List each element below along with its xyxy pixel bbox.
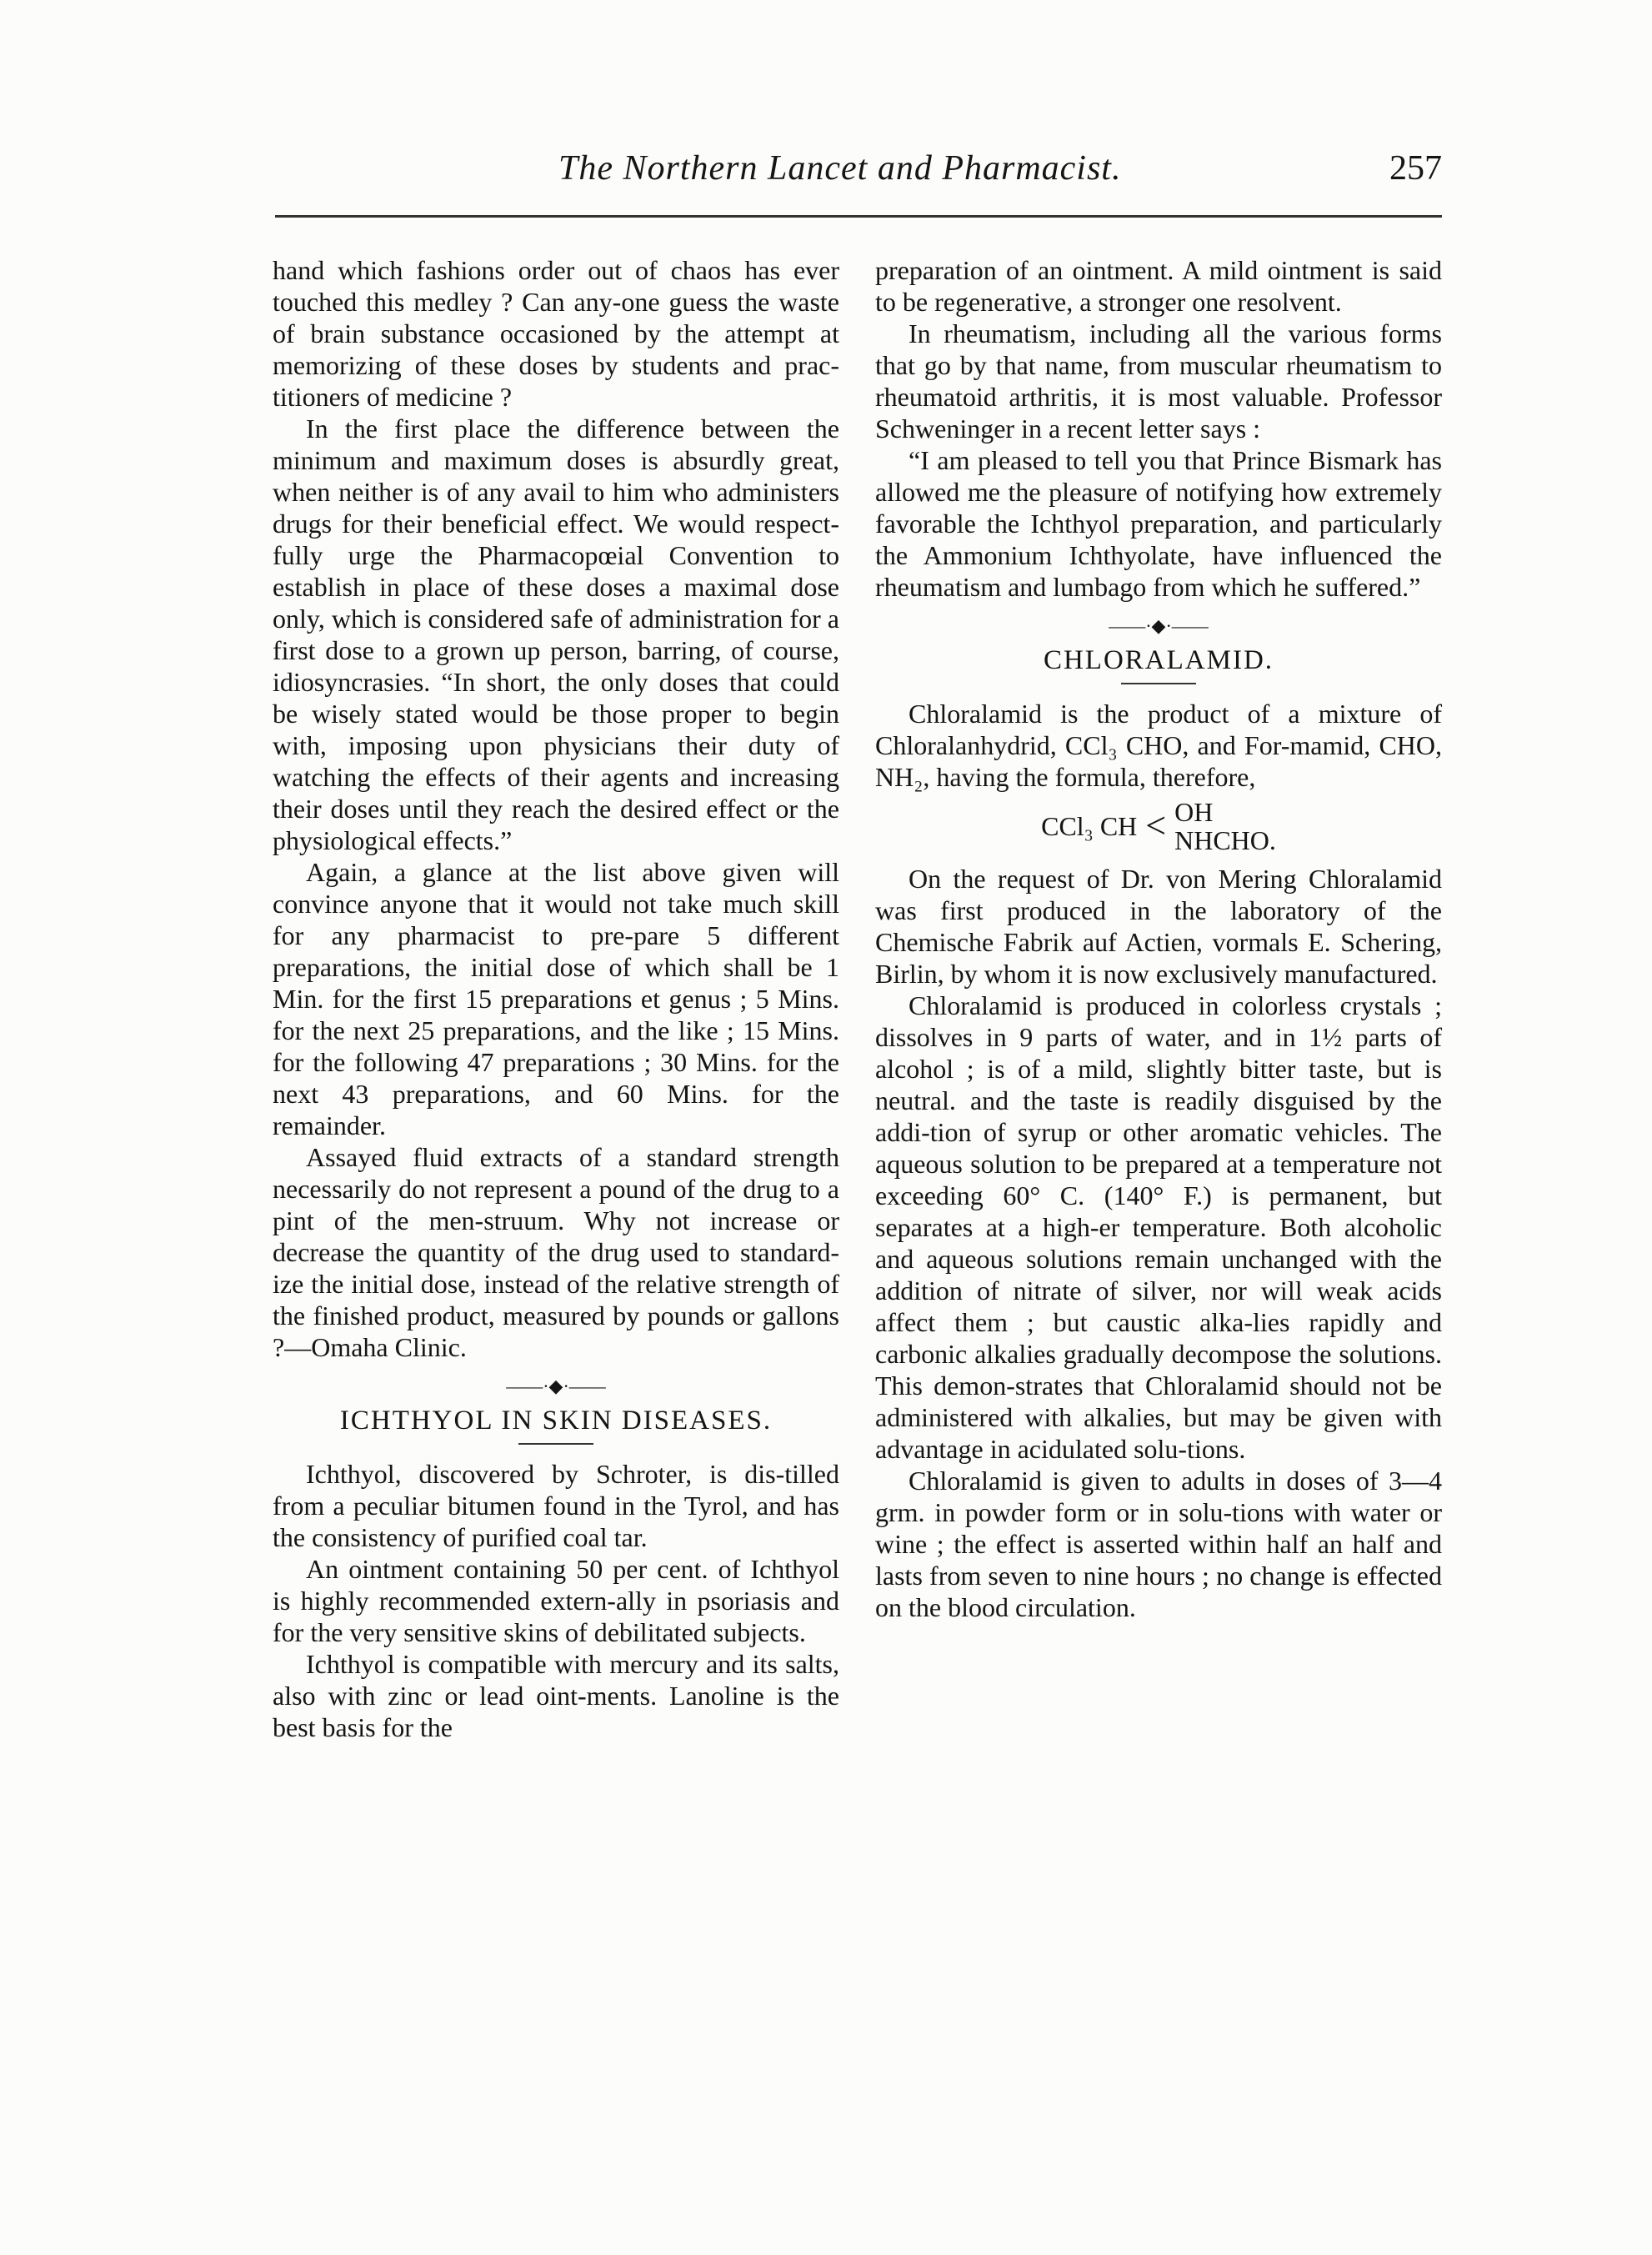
- formula-stack: [1174, 798, 1276, 854]
- paragraph: Chloralamid is given to adults in doses of 3—4 grm. in powder form or in solu-tions with water or wine ; the effect is asserted within half an half and lasts from seven to nine hours ; no change is effected on the blood circulation.: [875, 1466, 1442, 1622]
- running-header: [275, 148, 1442, 198]
- formula-left: CCl₃ CH: [1041, 811, 1138, 841]
- header-rule: [275, 215, 1442, 218]
- right-column: [875, 254, 1442, 1623]
- section-heading-ichthyol: ICHTHYOL IN SKIN DISEASES.: [339, 1406, 773, 1436]
- formula-top: OH: [1174, 797, 1214, 827]
- section-heading-chloralamid: CHLORALAMID.: [1043, 645, 1274, 675]
- paragraph: An ointment containing 50 per cent. of Ichthyol is highly recommended extern-ally in psoriasis and for the very sensitive skins of debilitated subjects.: [273, 1554, 839, 1647]
- running-title: The Northern Lancet and Pharmacist.: [558, 149, 1122, 188]
- paragraph: Assayed fluid extracts of a standard strength necessarily do not represent a pound of the drug to a pint of the men-struum. Why not increase or decrease the quantity of the drug used to standard-ize the initial dose, instead of the relative strength of the finished product, measured by pounds or gallons ?—Omaha Clinic.: [273, 1142, 839, 1362]
- section-divider: ——·◆·——: [506, 1376, 606, 1396]
- paragraph: hand which fashions order out of chaos has ever touched this medley ? Can any-one guess the waste of brain substance occasioned by the attempt at memorizing of these doses by students and prac-titioners of medicine ?: [273, 255, 839, 412]
- paragraph: preparation of an ointment. A mild ointment is said to be regenerative, a stronger one resolvent.: [875, 255, 1442, 317]
- chemical-formula: [875, 798, 1442, 854]
- left-column: [273, 254, 839, 1743]
- quotation: “I am pleased to tell you that Prince Bismark has allowed me the pleasure of notifying how extremely favorable the Ichthyol preparation, and particularly the Ammonium Ichthyolate, have influenced the rheumatism and lumbago from which he suffered.”: [875, 445, 1442, 602]
- paragraph: Chloralamid is produced in colorless crystals ; dissolves in 9 parts of water, and in 1½ parts of alcohol ; is of a mild, slightly bitter taste, but is neutral. and the taste is readily disguised by the addi-tion of syrup or other aromatic vehicles. The aqueous solution to be prepared at a temperature not exceeding 60° C. (140° F.) is permanent, but separates at a high-er temperature. Both alcoholic and aqueous solutions remain unchanged with the addition of nitrate of silver, nor will weak acids affect them ; but caustic alka-lies rapidly and carbonic alkalies gradually decompose the solutions. This demon-strates that Chloralamid should not be administered with alkalies, but may be given with advantage in acidulated solu-tions.: [875, 990, 1442, 1464]
- formula-bottom: NHCHO.: [1174, 825, 1276, 855]
- paragraph: Again, a glance at the list above given will convince anyone that it would not take much skill for any pharmacist to pre-pare 5 different preparations, the initial dose of which shall be 1 Min. for the first 15 preparations et genus ; 5 Mins. for the next 25 preparations, and the like ; 15 Mins. for the following 47 preparations ; 30 Mins. for the next 43 preparations, and 60 Mins. for the remainder.: [273, 857, 839, 1140]
- paragraph: Ichthyol is compatible with mercury and its salts, also with zinc or lead oint-ments. Lanoline is the best basis for the: [273, 1649, 839, 1742]
- paragraph: Ichthyol, discovered by Schroter, is dis-tilled from a peculiar bitumen found in the Tyrol, and has the consistency of purified coal tar.: [273, 1459, 839, 1552]
- heading-rule: [518, 1443, 593, 1445]
- page-number: 257: [1389, 149, 1442, 188]
- section-divider: ——·◆·——: [1109, 615, 1209, 636]
- paragraph: Chloralamid is the product of a mixture of Chloralanhydrid, CCl₃ CHO, and For-mamid, CHO, NH₂, having the formula, therefore,: [875, 699, 1442, 792]
- paragraph: On the request of Dr. von Mering Chloralamid was first produced in the laboratory of the Chemische Fabrik auf Actien, vormals E. Schering, Birlin, by whom it is now exclusively manufactured.: [875, 864, 1442, 989]
- heading-rule: [1121, 683, 1196, 684]
- formula-bracket: <: [1145, 805, 1167, 846]
- paragraph: In the first place the difference between the minimum and maximum doses is absurdly great, when neither is of any avail to him who administers drugs for their beneficial effect. We would respect-fully urge the Pharmacopœial Convention to establish in place of these doses a maximal dose only, which is considered safe of administration for a first dose to a grown up person, barring, of course, idiosyncrasies. “In short, the only doses that could be wisely stated would be those proper to begin with, imposing upon physicians their duty of watching the effects of their agents and increasing their doses until they reach the desired effect or the physiological effects.”: [273, 413, 839, 855]
- paragraph: In rheumatism, including all the various forms that go by that name, from muscular rheumatism to rheumatoid arthritis, it is most valuable. Professor Schweninger in a recent letter says :: [875, 318, 1442, 443]
